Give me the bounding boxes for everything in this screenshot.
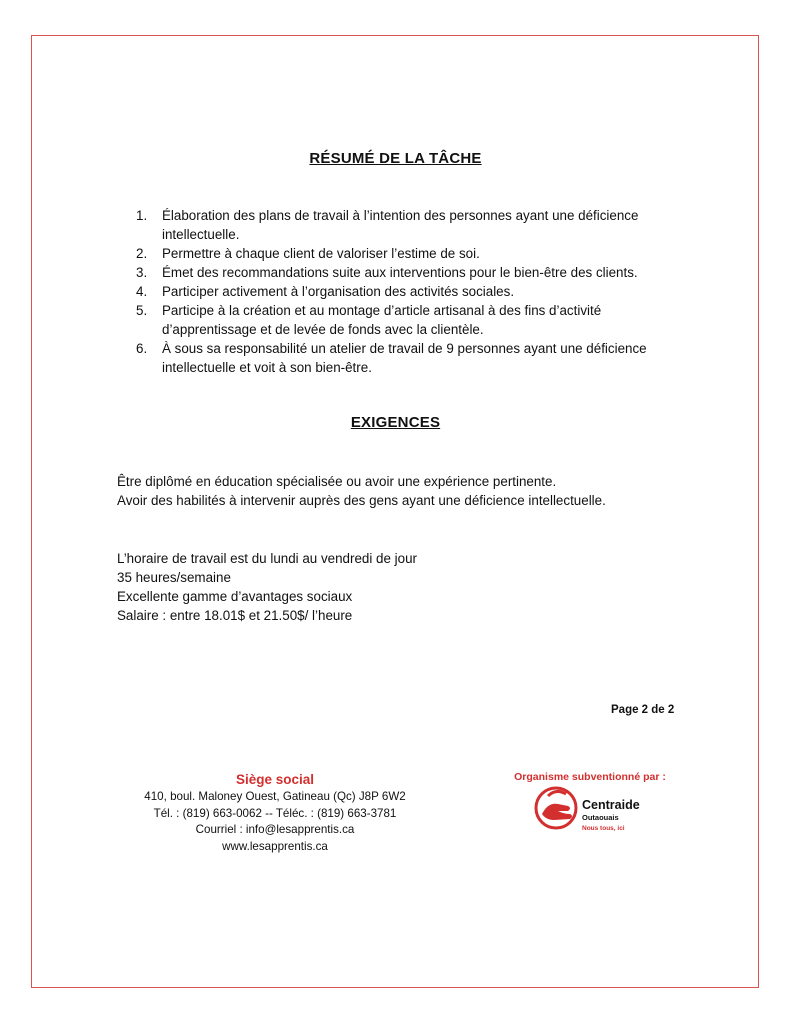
- schedule-line: L’horaire de travail est du lundi au vendredi de jour: [117, 551, 417, 566]
- task-text-line: À sous sa responsabilité un atelier de travail de 9 personnes ayant une déficience: [162, 341, 647, 356]
- task-number: 2.: [136, 246, 148, 261]
- task-item: [136, 282, 696, 301]
- task-text-line: Émet des recommandations suite aux interventions pour le bien-être des clients.: [162, 265, 638, 280]
- logo-tagline: Nous tous, ici: [582, 825, 625, 832]
- task-text-line: Participer activement à l’organisation des activités sociales.: [162, 284, 515, 299]
- task-item: [136, 301, 696, 339]
- task-item: [136, 244, 696, 263]
- section-title-requirements: EXIGENCES: [350, 414, 441, 431]
- task-text-line: Participe à la création et au montage d’article artisanal à des fins d’activité: [162, 303, 602, 318]
- task-number: 6.: [136, 341, 148, 356]
- task-item: [136, 206, 696, 244]
- task-text-line: intellectuelle et voit à son bien-être.: [162, 360, 372, 375]
- head-office-block: [120, 771, 430, 855]
- task-item: [136, 339, 696, 377]
- task-text-line: Permettre à chaque client de valoriser l’estime de soi.: [162, 246, 480, 261]
- task-text-line: intellectuelle.: [162, 227, 240, 242]
- page-number: Page 2 de 2: [611, 704, 675, 716]
- task-list: [136, 206, 696, 377]
- hours-line: 35 heures/semaine: [117, 570, 231, 585]
- schedule-block: [117, 549, 417, 625]
- subsidy-label: Organisme subventionné par :: [514, 771, 666, 783]
- task-text-line: d’apprentissage et de levée de fonds avec la clientèle.: [162, 322, 484, 337]
- benefits-line: Excellente gamme d’avantages sociaux: [117, 589, 353, 604]
- logo-region: Outaouais: [582, 813, 619, 822]
- section-title-task-summary: RÉSUMÉ DE LA TÂCHE: [309, 150, 482, 167]
- task-item: [136, 263, 696, 282]
- centraide-logo: [534, 784, 654, 840]
- task-number: 3.: [136, 265, 148, 280]
- phone-fax: Tél. : (819) 663-0062 -- Téléc. : (819) 663-3781: [153, 806, 397, 820]
- task-number: 5.: [136, 303, 148, 318]
- address: 410, boul. Maloney Ouest, Gatineau (Qc) J8P 6W2: [144, 790, 406, 803]
- task-number: 4.: [136, 284, 148, 299]
- task-text-line: Élaboration des plans de travail à l’intention des personnes ayant une déficience: [162, 208, 639, 223]
- logo-name: Centraide: [582, 798, 640, 812]
- requirement-line: Être diplômé en éducation spécialisée ou avoir une expérience pertinente.: [117, 474, 557, 489]
- salary-line: Salaire : entre 18.01$ et 21.50$/ l’heure: [117, 608, 353, 623]
- requirement-line: Avoir des habilités à intervenir auprès des gens ayant une déficience intellectuelle.: [117, 493, 606, 508]
- centraide-hand-icon: [534, 784, 580, 836]
- head-office-title: Siège social: [235, 772, 315, 787]
- task-number: 1.: [136, 208, 148, 223]
- email: Courriel : info@lesapprentis.ca: [195, 823, 355, 836]
- website-link[interactable]: www.lesapprentis.ca: [222, 839, 328, 853]
- requirements-block: [117, 472, 606, 510]
